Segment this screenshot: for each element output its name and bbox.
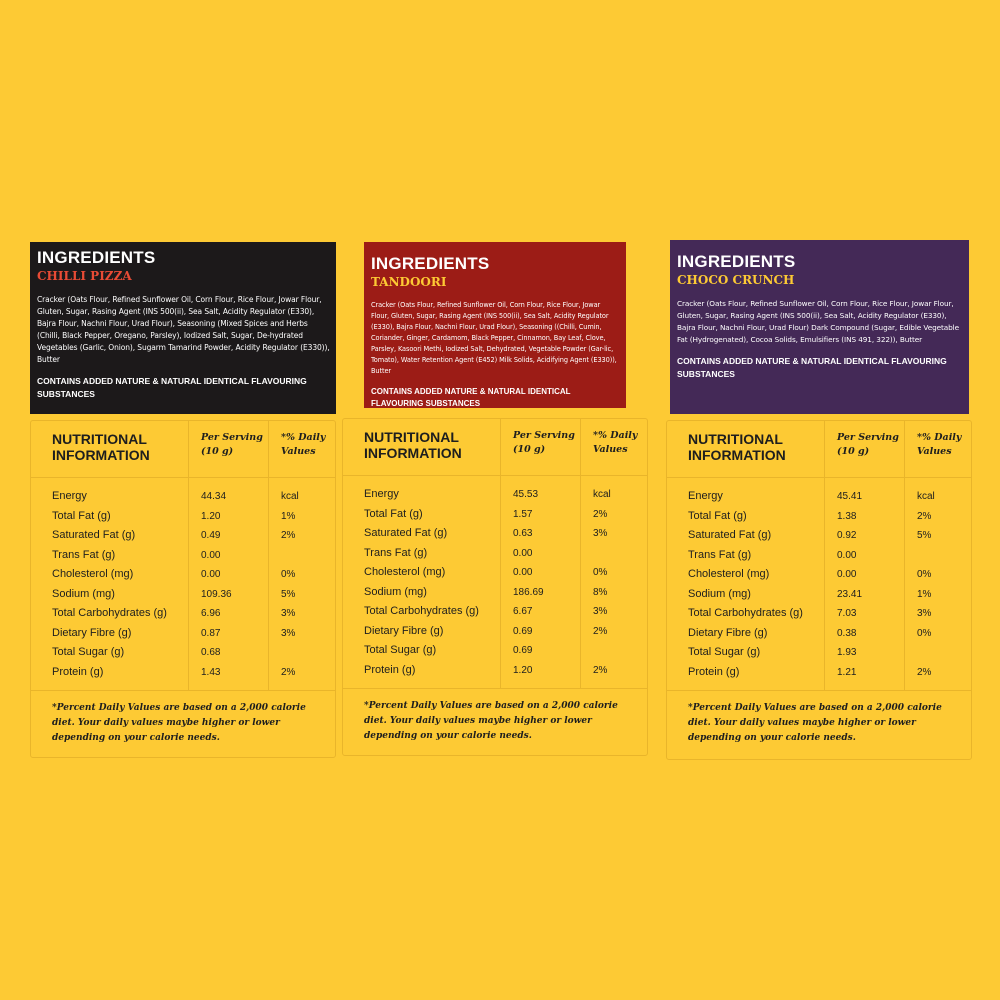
nutrition-header xyxy=(667,421,971,478)
flavouring-note: CONTAINS ADDED NATURE & NATURAL IDENTICAL FLAVOURING SUBSTANCES xyxy=(677,356,947,379)
nutrient-name: Trans Fat (g) xyxy=(52,548,116,561)
nutrient-name: Protein (g) xyxy=(52,665,104,678)
footnote: *Percent Daily Values are based on a 2,000 calorie diet. Your daily values maybe higher or lower depending on your calorie needs. xyxy=(688,703,942,743)
nutrient-value: 0.87 xyxy=(201,627,221,639)
nutrient-name: Cholesterol (mg) xyxy=(364,566,446,578)
daily-value-header: *% Daily Values xyxy=(281,432,326,457)
nutrient-name: Total Fat (g) xyxy=(52,509,111,522)
nutrient-name: Total Carbohydrates (g) xyxy=(52,607,167,619)
nutrition-title: NUTRITIONAL INFORMATION xyxy=(667,421,825,477)
nutrient-daily-value: 0% xyxy=(917,569,932,580)
ingredients-box xyxy=(30,242,336,414)
nutrient-name: Protein (g) xyxy=(364,663,416,676)
nutrient-name: Trans Fat (g) xyxy=(364,546,428,559)
per-serving-values xyxy=(189,478,269,690)
nutrient-value: 0.00 xyxy=(513,567,533,578)
nutrient-daily-value: 5% xyxy=(917,530,932,541)
nutrient-daily-value: 2% xyxy=(593,664,608,676)
nutrient-value: 0.69 xyxy=(513,625,533,637)
nutrition-title: NUTRITIONAL INFORMATION xyxy=(31,421,189,477)
nutrient-value: 45.41 xyxy=(837,491,863,502)
nutrient-value: 109.36 xyxy=(201,588,232,600)
nutrient-daily-value xyxy=(917,546,971,566)
nutrient-names xyxy=(31,478,189,690)
nutrient-value: 0.63 xyxy=(513,528,533,539)
nutrient-name: Energy xyxy=(364,488,399,500)
per-serving-values xyxy=(501,476,581,688)
ingredients-text: Cracker (Oats Flour, Refined Sunflower Oil, Corn Flour, Rice Flour, Jowar Flour, Gluten, Sugar, Rasing Agent (INS 500(ii), Sea Salt, Acidity Regulator (E330), Bajra Flour, Nachni Flour, Urad Flour), Seasoning (Mixed Spices and Herbs (Chilli, Black Pepper, Oregano, Parsley), Iodized Salt, Sugar, De-hydrated Vegetables (Garlic, Onion), Sugarm Tamarind Powder, Acidity Regulator (E330)), Butter xyxy=(37,295,330,364)
nutrient-value: 0.68 xyxy=(201,647,221,658)
nutrient-name: Dietary Fibre (g) xyxy=(364,624,444,637)
nutrient-names xyxy=(343,476,501,688)
nutrient-daily-value: kcal xyxy=(593,489,611,500)
per-serving-header: Per Serving (10 g) xyxy=(501,419,581,475)
per-serving-header: Per Serving (10 g) xyxy=(189,421,269,477)
nutrient-value: 7.03 xyxy=(837,608,857,619)
nutrient-value: 1.57 xyxy=(513,508,533,520)
footnote: *Percent Daily Values are based on a 2,000 calorie diet. Your daily values maybe higher or lower depending on your calorie needs. xyxy=(364,701,618,741)
nutrient-value: 6.96 xyxy=(201,608,221,619)
nutrient-name: Total Fat (g) xyxy=(364,507,423,520)
nutrient-name: Energy xyxy=(52,490,87,502)
nutrient-value: 6.67 xyxy=(513,606,533,617)
nutrient-name: Dietary Fibre (g) xyxy=(52,626,132,639)
nutrient-name: Total Sugar (g) xyxy=(688,646,761,658)
nutrient-name: Saturated Fat (g) xyxy=(688,529,772,541)
nutrient-daily-value: 0% xyxy=(917,627,932,639)
nutrient-name: Trans Fat (g) xyxy=(688,548,752,561)
nutrient-daily-value: kcal xyxy=(281,491,299,502)
nutrient-value: 0.00 xyxy=(201,569,221,580)
nutrient-daily-value xyxy=(281,643,335,663)
nutrient-value: 1.20 xyxy=(201,510,221,522)
nutrient-daily-value: 3% xyxy=(593,606,608,617)
nutrient-value: 0.00 xyxy=(201,549,221,561)
nutrient-value: 1.38 xyxy=(837,510,857,522)
nutrient-daily-value xyxy=(593,641,647,661)
nutrient-name: Energy xyxy=(688,490,723,502)
panel-chilli-pizza xyxy=(30,242,336,758)
nutrient-name: Total Carbohydrates (g) xyxy=(688,607,803,619)
nutrient-daily-value xyxy=(593,544,647,564)
nutrient-daily-value: 2% xyxy=(917,510,932,522)
nutrient-daily-value: 1% xyxy=(917,588,932,600)
nutrient-name: Total Sugar (g) xyxy=(52,646,125,658)
nutrition-header xyxy=(31,421,335,478)
nutrient-name: Total Fat (g) xyxy=(688,509,747,522)
daily-values xyxy=(581,476,647,688)
panel-tandoori xyxy=(364,242,626,408)
nutrient-daily-value: kcal xyxy=(917,491,935,502)
nutrient-name: Sodium (mg) xyxy=(52,587,115,600)
nutrient-name: Dietary Fibre (g) xyxy=(688,626,768,639)
nutrient-names xyxy=(667,478,825,690)
ingredients-title: INGREDIENTS xyxy=(37,248,156,267)
nutrient-name: Saturated Fat (g) xyxy=(364,527,448,539)
nutrient-value: 0.92 xyxy=(837,530,857,541)
nutrient-daily-value: 1% xyxy=(281,510,296,522)
nutrient-daily-value: 2% xyxy=(593,625,608,637)
nutrient-value: 1.43 xyxy=(201,666,221,678)
nutrient-daily-value: 8% xyxy=(593,586,608,598)
nutrient-name: Protein (g) xyxy=(688,665,740,678)
ingredients-box xyxy=(364,242,626,408)
nutrient-daily-value: 0% xyxy=(593,567,608,578)
ingredients-title: INGREDIENTS xyxy=(371,254,490,273)
nutrient-name: Total Sugar (g) xyxy=(364,644,437,656)
nutrient-value: 186.69 xyxy=(513,586,544,598)
nutrient-daily-value xyxy=(281,546,335,566)
flavouring-note: CONTAINS ADDED NATURE & NATURAL IDENTICAL FLAVOURING SUBSTANCES xyxy=(371,387,571,408)
ingredients-title: INGREDIENTS xyxy=(677,252,796,271)
nutrient-daily-value: 2% xyxy=(281,530,296,541)
nutrient-daily-value xyxy=(917,643,971,663)
nutrition-table xyxy=(30,420,336,758)
nutrient-name: Total Carbohydrates (g) xyxy=(364,605,479,617)
nutrition-rows xyxy=(343,476,647,689)
nutrient-daily-value: 2% xyxy=(593,508,608,520)
nutrient-daily-value: 3% xyxy=(281,608,296,619)
flavouring-note: CONTAINS ADDED NATURE & NATURAL IDENTICAL FLAVOURING SUBSTANCES xyxy=(37,376,307,399)
per-serving-header: Per Serving (10 g) xyxy=(825,421,905,477)
nutrient-daily-value: 3% xyxy=(593,528,608,539)
nutrient-value: 0.49 xyxy=(201,530,221,541)
nutrient-name: Sodium (mg) xyxy=(364,585,427,598)
nutrition-header xyxy=(343,419,647,476)
per-serving-values xyxy=(825,478,905,690)
nutrient-name: Cholesterol (mg) xyxy=(52,568,134,580)
daily-values xyxy=(269,478,335,690)
nutrition-rows xyxy=(31,478,335,691)
footnote: *Percent Daily Values are based on a 2,000 calorie diet. Your daily values maybe higher or lower depending on your calorie needs. xyxy=(52,703,306,743)
daily-values xyxy=(905,478,971,690)
flavour-name: TANDOORI xyxy=(371,275,447,289)
nutrient-value: 45.53 xyxy=(513,489,539,500)
nutrient-daily-value: 5% xyxy=(281,588,296,600)
nutrient-name: Saturated Fat (g) xyxy=(52,529,136,541)
nutrient-value: 1.93 xyxy=(837,647,857,658)
flavour-name: CHOCO CRUNCH xyxy=(677,273,795,287)
daily-value-header: *% Daily Values xyxy=(917,432,962,457)
nutrient-value: 1.21 xyxy=(837,666,857,678)
nutrient-daily-value: 0% xyxy=(281,569,296,580)
nutrient-value: 0.00 xyxy=(837,569,857,580)
ingredients-text: Cracker (Oats Flour, Refined Sunflower Oil, Corn Flour, Rice Flour, Jowar Flour, Gluten, Sugar, Rasing Agent (INS 500(ii), Sea Salt, Acidity Regulator (E330), Bajra Flour, Nachni Flour, Urad Flour) Dark Compound (Sugar, Edible Vegetable Fat (Hydrogenated), Cocoa Solids, Emulsifiers (INS 491, 322)), Butter xyxy=(677,299,959,344)
nutrition-rows xyxy=(667,478,971,691)
nutrition-table-tandoori xyxy=(342,418,648,756)
nutrient-daily-value: 3% xyxy=(281,627,296,639)
flavour-name: CHILLI PIZZA xyxy=(37,269,132,283)
nutrient-value: 0.00 xyxy=(837,549,857,561)
nutrient-value: 23.41 xyxy=(837,588,863,600)
nutrient-daily-value: 2% xyxy=(281,666,296,678)
nutrition-table-choco xyxy=(666,420,972,760)
nutrient-daily-value: 2% xyxy=(917,666,932,678)
nutrient-value: 0.69 xyxy=(513,645,533,656)
nutrient-value: 44.34 xyxy=(201,491,227,502)
nutrient-name: Cholesterol (mg) xyxy=(688,568,770,580)
nutrient-name: Sodium (mg) xyxy=(688,587,751,600)
nutrient-value: 0.00 xyxy=(513,547,533,559)
nutrient-value: 1.20 xyxy=(513,664,533,676)
ingredients-box xyxy=(670,240,969,414)
nutrient-daily-value: 3% xyxy=(917,608,932,619)
ingredients-text: Cracker (Oats Flour, Refined Sunflower Oil, Corn Flour, Rice Flour, Jowar Flour, Gluten, Sugar, Rasing Agent (INS 500(ii), Sea Salt, Acidity Regulator (E330), Bajra Flour, Nachni Flour, Urad Flour), Seasoning ((Chilli, Cumin, Coriander, Ginger, Cardamom, Black Pepper, Cinnamon, Bay Leaf, Clove, Parsley, Kasoori Methi, Iodized Salt, Dehydrated, Vegetable Powder (Gar-lic, Tomato), Water Retention Agent (E452) Milk Solids, Acidifying Agent (E330)), Butter xyxy=(371,301,617,375)
nutrient-value: 0.38 xyxy=(837,627,857,639)
daily-value-header: *% Daily Values xyxy=(593,430,638,455)
nutrition-title: NUTRITIONAL INFORMATION xyxy=(343,419,501,475)
panel-choco-crunch xyxy=(670,240,969,414)
